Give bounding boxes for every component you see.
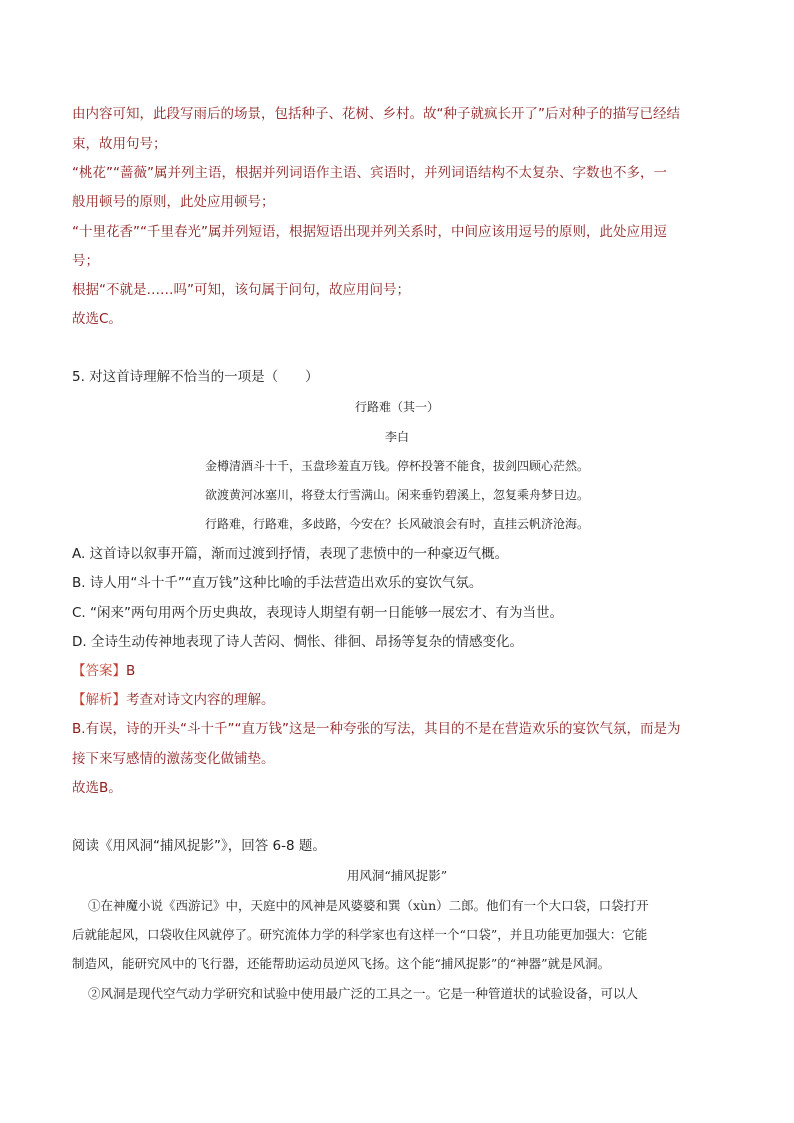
analysis-line: “桃花”“蔷薇”属并列主语，根据并列词语作主语、宾语时，并列词语结构不太复杂、字数也不多，一 xyxy=(72,165,667,181)
analysis-line: 根据“不就是……吗”可知，该句属于问句，故应用问号； xyxy=(72,282,410,298)
option-a: A. 这首诗以叙事开篇，渐而过渡到抒情，表现了悲愤中的一种豪迈气概。 xyxy=(72,546,509,562)
poem-line: 行路难，行路难，多歧路，今安在？长风破浪会有时，直挂云帆济沧海。 xyxy=(204,517,589,531)
reading-intro: 阅读《用风洞“捕风捉影”》，回答 6-8 题。 xyxy=(72,838,326,854)
poem-author: 李白 xyxy=(384,430,409,444)
article-paragraph-line: ②风洞是现代空气动力学研究和试验中使用最广泛的工具之一。它是一种管道状的试验设备，可以人 xyxy=(88,986,639,1001)
analysis-tag: 【解析】 xyxy=(72,692,126,708)
analysis-line: 由内容可知，此段写雨后的场景，包括种子、花树、乡村。故“种子就疯长开了”后对种子的描写已经结 xyxy=(72,106,680,122)
article-title: 用风洞“捕风捉影” xyxy=(346,868,448,883)
analysis-line: “十里花香”“千里春光”属并列短语，根据短语出现并列关系时，中间应该用逗号的原则，此处应用逗 xyxy=(72,224,667,240)
poem-title: 行路难（其一） xyxy=(354,400,439,414)
analysis-conclusion: 故选B。 xyxy=(72,780,122,796)
answer-tag: 【答案】 xyxy=(72,663,126,679)
analysis-row xyxy=(72,690,275,710)
question-stem: 5. 对这首诗理解不恰当的一项是（ ） xyxy=(72,369,319,385)
answer-row xyxy=(72,661,135,681)
analysis-line: B.有误，诗的开头“斗十千”“直万钱”这是一种夸张的写法，其目的不是在营造欢乐的宴饮气氛，而是为 xyxy=(72,721,681,737)
analysis-conclusion: 故选C。 xyxy=(72,311,122,327)
analysis-line: 接下来写感情的激荡变化做铺垫。 xyxy=(72,751,275,767)
option-c: C. “闲来”两句用两个历史典故，表现诗人期望有朝一日能够一展宏才、有为当世。 xyxy=(72,605,563,621)
option-d: D. 全诗生动传神地表现了诗人苦闷、惆怅、徘徊、昂扬等复杂的情感变化。 xyxy=(72,634,523,650)
poem-line: 金樽清酒斗十千，玉盘珍羞直万钱。停杯投箸不能食，拔剑四顾心茫然。 xyxy=(204,459,589,473)
article-paragraph-line: 制造风，能研究风中的飞行器，还能帮助运动员逆风飞扬。这个能“捕风捉影”的“神器”就是风洞。 xyxy=(72,956,611,971)
analysis-line: 号； xyxy=(72,253,99,269)
answer-value: B xyxy=(126,663,136,679)
article-paragraph-line: 后就能起风，口袋收住风就停了。研究流体力学的科学家也有这样一个“口袋”，并且功能更加强大：它能 xyxy=(72,927,648,942)
poem-line: 欲渡黄河冰塞川，将登太行雪满山。闲来垂钓碧溪上，忽复乘舟梦日边。 xyxy=(204,488,589,502)
analysis-intro: 考查对诗文内容的理解。 xyxy=(126,692,275,708)
analysis-line: 般用顿号的原则，此处应用顿号； xyxy=(72,194,275,210)
article-paragraph-line: ①在神魔小说《西游记》中，天庭中的风神是风婆婆和巽（xùn）二郎。他们有一个大口袋，口袋打开 xyxy=(88,898,649,913)
analysis-line: 束，故用句号； xyxy=(72,136,167,152)
option-b: B. 诗人用“斗十千”“直万钱”这种比喻的手法营造出欢乐的宴饮气氛。 xyxy=(72,575,483,591)
